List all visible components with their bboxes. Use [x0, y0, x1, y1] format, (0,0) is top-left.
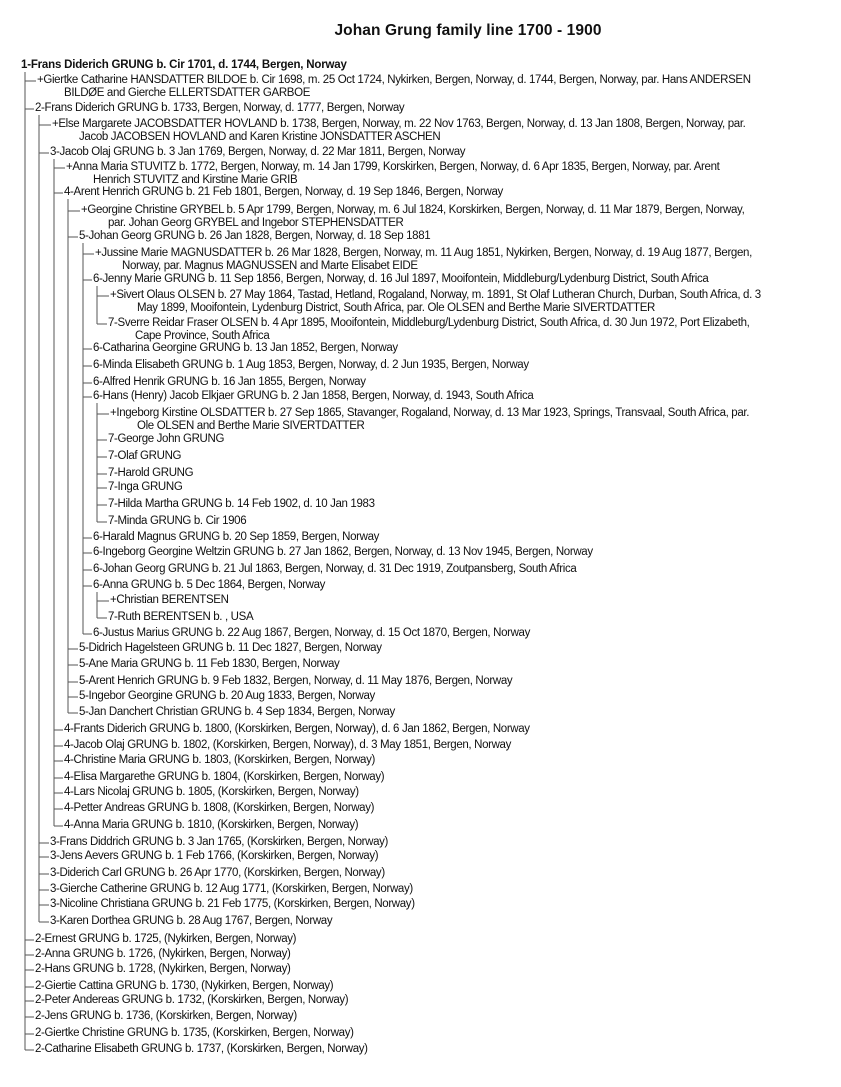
- person-entry: 7-Hilda Martha GRUNG b. 14 Feb 1902, d. 10 Jan 1983: [108, 498, 375, 510]
- person-entry: 4-Jacob Olaj GRUNG b. 1802, (Korskirken, Bergen, Norway), d. 3 May 1851, Bergen, Norway: [64, 739, 512, 751]
- person-entry: 3-Gierche Catherine GRUNG b. 12 Aug 1771, (Korskirken, Bergen, Norway): [50, 883, 413, 895]
- entry-continuation: BILDØE and Gierche ELLERTSDATTER GARBOE: [64, 86, 311, 99]
- person-entry: 4-Frants Diderich GRUNG b. 1800, (Korskirken, Bergen, Norway), d. 6 Jan 1862, Bergen, Norway: [64, 723, 530, 735]
- person-entry: 1-Frans Diderich GRUNG b. Cir 1701, d. 1744, Bergen, Norway: [21, 59, 347, 71]
- person-entry: 2-Catharine Elisabeth GRUNG b. 1737, (Korskirken, Bergen, Norway): [35, 1043, 368, 1055]
- person-entry: 2-Frans Diderich GRUNG b. 1733, Bergen, Norway, d. 1777, Bergen, Norway: [35, 102, 405, 114]
- person-entry: 6-Ingeborg Georgine Weltzin GRUNG b. 27 Jan 1862, Bergen, Norway, d. 13 Nov 1945, Bergen, Norway: [93, 546, 593, 558]
- entry-continuation: Jacob JACOBSEN HOVLAND and Karen Kristine JONSDATTER ASCHEN: [79, 130, 441, 143]
- person-entry: 5-Johan Georg GRUNG b. 26 Jan 1828, Bergen, Norway, d. 18 Sep 1881: [79, 230, 431, 242]
- person-entry: 6-Hans (Henry) Jacob Elkjaer GRUNG b. 2 Jan 1858, Bergen, Norway, d. 1943, South Africa: [93, 390, 534, 402]
- person-entry: 6-Jenny Marie GRUNG b. 11 Sep 1856, Bergen, Norway, d. 16 Jul 1897, Mooifontein, Middleburg/Lydenburg District, South Africa: [93, 273, 709, 285]
- entry-continuation: Cape Province, South Africa: [135, 329, 270, 342]
- person-entry: 7-George John GRUNG: [108, 433, 225, 445]
- entry-continuation: Norway, par. Magnus MAGNUSSEN and Marte Elisabet EIDE: [122, 259, 418, 272]
- person-entry: 4-Elisa Margarethe GRUNG b. 1804, (Korskirken, Bergen, Norway): [64, 771, 385, 783]
- person-entry: 5-Didrich Hagelsteen GRUNG b. 11 Dec 1827, Bergen, Norway: [79, 642, 382, 654]
- person-entry: 7-Inga GRUNG: [108, 481, 183, 493]
- person-entry: 5-Arent Henrich GRUNG b. 9 Feb 1832, Bergen, Norway, d. 11 May 1876, Bergen, Norway: [79, 675, 513, 687]
- person-entry: 2-Peter Andereas GRUNG b. 1732, (Korskirken, Bergen, Norway): [35, 994, 349, 1006]
- person-entry: 6-Harald Magnus GRUNG b. 20 Sep 1859, Bergen, Norway: [93, 531, 380, 543]
- person-entry: 6-Johan Georg GRUNG b. 21 Jul 1863, Bergen, Norway, d. 31 Dec 1919, Zoutpansberg, South Africa: [93, 563, 577, 575]
- person-entry: 7-Ruth BERENTSEN b. , USA: [108, 611, 254, 623]
- person-entry: 3-Jacob Olaj GRUNG b. 3 Jan 1769, Bergen, Norway, d. 22 Mar 1811, Bergen, Norway: [50, 146, 466, 158]
- person-entry: 5-Ingebor Georgine GRUNG b. 20 Aug 1833, Bergen, Norway: [79, 690, 375, 702]
- spouse-entry: +Else Margarete JACOBSDATTER HOVLAND b. 1738, Bergen, Norway, m. 22 Nov 1763, Bergen, Norway, d. 13 Jan 1808, Bergen, Norway, par.: [52, 118, 746, 130]
- person-entry: 2-Jens GRUNG b. 1736, (Korskirken, Bergen, Norway): [35, 1010, 297, 1022]
- person-entry: 2-Anna GRUNG b. 1726, (Nykirken, Bergen, Norway): [35, 948, 291, 960]
- person-entry: 2-Hans GRUNG b. 1728, (Nykirken, Bergen, Norway): [35, 963, 291, 975]
- person-entry: 3-Nicoline Christiana GRUNG b. 21 Feb 1775, (Korskirken, Bergen, Norway): [50, 898, 415, 910]
- person-entry: 5-Jan Danchert Christian GRUNG b. 4 Sep 1834, Bergen, Norway: [79, 706, 395, 718]
- person-entry: 4-Anna Maria GRUNG b. 1810, (Korskirken, Bergen, Norway): [64, 819, 359, 831]
- spouse-entry: +Jussine Marie MAGNUSDATTER b. 26 Mar 1828, Bergen, Norway, m. 11 Aug 1851, Nykirken, Bergen, Norway, d. 19 Aug 1877, Bergen,: [95, 247, 752, 259]
- spouse-entry: +Anna Maria STUVITZ b. 1772, Bergen, Norway, m. 14 Jan 1799, Korskirken, Bergen, Norway, d. 6 Apr 1835, Bergen, Norway, par. Arent: [66, 161, 720, 173]
- person-entry: 3-Karen Dorthea GRUNG b. 28 Aug 1767, Bergen, Norway: [50, 915, 333, 927]
- person-entry: 7-Minda GRUNG b. Cir 1906: [108, 515, 247, 527]
- spouse-entry: +Georgine Christine GRYBEL b. 5 Apr 1799, Bergen, Norway, m. 6 Jul 1824, Korskirken, Bergen, Norway, d. 11 Mar 1879, Bergen, Norway,: [81, 204, 745, 216]
- spouse-entry: +Christian BERENTSEN: [110, 594, 229, 606]
- person-entry: 6-Justus Marius GRUNG b. 22 Aug 1867, Bergen, Norway, d. 15 Oct 1870, Bergen, Norway: [93, 627, 531, 639]
- person-entry: 6-Anna GRUNG b. 5 Dec 1864, Bergen, Norway: [93, 579, 326, 591]
- entry-continuation: Henrich STUVITZ and Kirstine Marie GRIB: [93, 173, 298, 186]
- person-entry: 6-Minda Elisabeth GRUNG b. 1 Aug 1853, Bergen, Norway, d. 2 Jun 1935, Bergen, Norway: [93, 359, 529, 371]
- person-entry: 4-Petter Andreas GRUNG b. 1808, (Korskirken, Bergen, Norway): [64, 802, 375, 814]
- person-entry: 3-Diderich Carl GRUNG b. 26 Apr 1770, (Korskirken, Bergen, Norway): [50, 867, 385, 879]
- person-entry: 2-Ernest GRUNG b. 1725, (Nykirken, Bergen, Norway): [35, 933, 297, 945]
- person-entry: 6-Catharina Georgine GRUNG b. 13 Jan 1852, Bergen, Norway: [93, 342, 398, 354]
- person-entry: 7-Harold GRUNG: [108, 467, 194, 479]
- person-entry: 7-Sverre Reidar Fraser OLSEN b. 4 Apr 1895, Mooifontein, Middleburg/Lydenburg District, South Africa, d. 30 Jun 1972, Port Elizabeth,: [108, 317, 750, 329]
- entry-continuation: Ole OLSEN and Berthe Marie SIVERTDATTER: [137, 419, 365, 432]
- person-entry: 4-Lars Nicolaj GRUNG b. 1805, (Korskirken, Bergen, Norway): [64, 786, 359, 798]
- document-title: Johan Grung family line 1700 - 1900: [334, 22, 602, 39]
- person-entry: 4-Christine Maria GRUNG b. 1803, (Korskirken, Bergen, Norway): [64, 754, 375, 766]
- person-entry: 5-Ane Maria GRUNG b. 11 Feb 1830, Bergen, Norway: [79, 658, 340, 670]
- entry-continuation: May 1899, Mooifontein, Lydenburg District, South Africa, par. Ole OLSEN and Berthe Marie SIVERTDATTER: [137, 301, 655, 314]
- person-entry: 3-Frans Diddrich GRUNG b. 3 Jan 1765, (Korskirken, Bergen, Norway): [50, 836, 389, 848]
- person-entry: 6-Alfred Henrik GRUNG b. 16 Jan 1855, Bergen, Norway: [93, 376, 366, 388]
- person-entry: 2-Giertke Christine GRUNG b. 1735, (Korskirken, Bergen, Norway): [35, 1027, 354, 1039]
- person-entry: 7-Olaf GRUNG: [108, 450, 182, 462]
- spouse-entry: +Ingeborg Kirstine OLSDATTER b. 27 Sep 1865, Stavanger, Rogaland, Norway, d. 13 Mar 1923, Springs, Transvaal, South Africa, par.: [110, 407, 750, 419]
- spouse-entry: +Sivert Olaus OLSEN b. 27 May 1864, Tastad, Hetland, Rogaland, Norway, m. 1891, St Olaf Lutheran Church, Durban, South Africa, d. 3: [110, 289, 761, 301]
- entry-continuation: par. Johan Georg GRYBEL and Ingebor STEPHENSDATTER: [108, 216, 404, 229]
- person-entry: 3-Jens Aevers GRUNG b. 1 Feb 1766, (Korskirken, Bergen, Norway): [50, 850, 379, 862]
- spouse-entry: +Giertke Catharine HANSDATTER BILDOE b. Cir 1698, m. 25 Oct 1724, Nykirken, Bergen, Norway, d. 1744, Bergen, Norway, par. Hans ANDERSEN: [37, 74, 751, 86]
- person-entry: 2-Giertie Cattina GRUNG b. 1730, (Nykirken, Bergen, Norway): [35, 980, 334, 992]
- person-entry: 4-Arent Henrich GRUNG b. 21 Feb 1801, Bergen, Norway, d. 19 Sep 1846, Bergen, Norway: [64, 186, 503, 198]
